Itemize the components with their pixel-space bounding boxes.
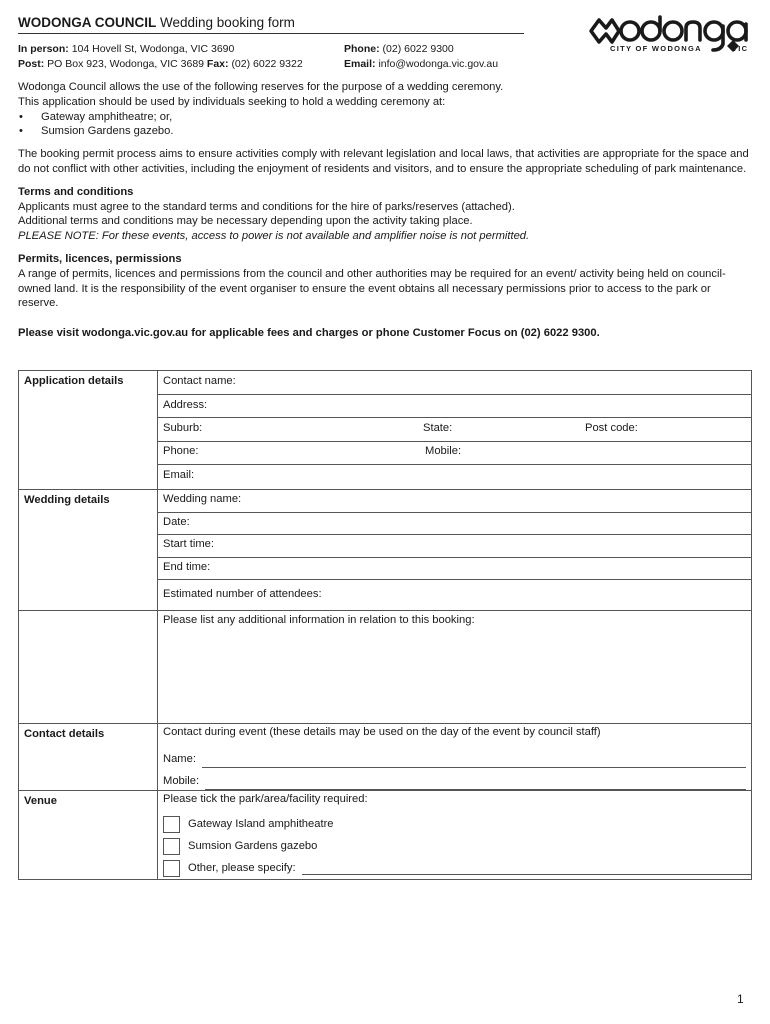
venue-label: Venue: [19, 791, 158, 880]
contact-intro: Contact during event (these details may be used on the day of the event by council staff): [163, 726, 601, 738]
list-item: • Gateway amphitheatre; or,: [18, 110, 754, 125]
list-item: • Sumsion Gardens gazebo.: [18, 124, 754, 139]
phone-label: Phone:: [344, 43, 380, 55]
venue-prompt: Please tick the park/area/facility required:: [163, 793, 368, 805]
address-field[interactable]: Address:: [163, 398, 208, 411]
other-specify-line[interactable]: [302, 862, 751, 875]
wedding-details-label: Wedding details: [19, 489, 158, 611]
intro-line-2: This application should be used by individuals seeking to hold a wedding ceremony at:: [18, 95, 446, 108]
permits-text: A range of permits, licences and permissions from the council and other authorities may be required for an event/ activity being held on council-owned land. It is the responsibility of the event organiser to ensure the event obtains all necessary permissions prior to access to the park or reserve.: [18, 267, 726, 310]
contact-mobile-label: Mobile:: [163, 775, 200, 787]
council-fax: (02) 6022 9322: [231, 58, 303, 70]
intro-line-1: Wodonga Council allows the use of the following reserves for the purpose of a wedding ceremony.: [18, 81, 504, 93]
contact-name-field[interactable]: Contact name:: [163, 375, 236, 387]
gateway-option-label: Gateway Island amphitheatre: [188, 818, 334, 830]
contact-mobile-line[interactable]: [158, 768, 751, 790]
org-name: WODONGA COUNCIL: [18, 15, 157, 30]
email-label: Email:: [344, 58, 376, 70]
phone-field[interactable]: Phone:: [163, 444, 199, 457]
in-person-label: In person:: [18, 43, 69, 55]
council-email: info@wodonga.vic.gov.au: [378, 58, 499, 70]
fax-label: Fax:: [206, 58, 229, 70]
permits-heading: Permits, licences, permissions: [18, 252, 182, 265]
wedding-name-field[interactable]: Wedding name:: [163, 492, 242, 505]
terms-heading: Terms and conditions: [18, 185, 134, 198]
gateway-checkbox[interactable]: [163, 816, 180, 833]
terms-line-2: Additional terms and conditions may be necessary depending upon the activity taking place.: [18, 215, 473, 228]
contact-name-line[interactable]: [158, 746, 751, 768]
intro-section: [18, 80, 754, 341]
wodonga-logo: [588, 14, 752, 54]
post-label: Post:: [18, 58, 45, 70]
sumsion-checkbox[interactable]: [163, 838, 180, 855]
contact-details-label: Contact details: [19, 724, 158, 791]
in-person-address: 104 Hovell St, Wodonga, VIC 3690: [71, 43, 235, 55]
suburb-field[interactable]: Suburb:: [163, 422, 203, 434]
mobile-field[interactable]: Mobile:: [425, 444, 462, 457]
end-time-field[interactable]: End time:: [163, 560, 211, 573]
page-title: [18, 14, 524, 32]
terms-line-1: Applicants must agree to the standard terms and conditions for the hire of parks/reserves (attached).: [18, 200, 515, 213]
state-field[interactable]: State:: [423, 422, 453, 434]
additional-info-field[interactable]: Please list any additional information in relation to this booking:: [163, 614, 475, 626]
application-details-label: Application details: [19, 371, 158, 490]
contact-name-label: Name:: [163, 753, 196, 765]
post-code-field[interactable]: Post code:: [585, 422, 638, 434]
reserve-list: [18, 110, 754, 140]
other-option-label: Other, please specify:: [188, 862, 296, 874]
form-title: Wedding booking form: [160, 15, 295, 30]
title-block: [18, 14, 524, 34]
attendees-field[interactable]: Estimated number of attendees:: [163, 588, 322, 600]
logo-subtitle: CITY OF WODONGA: [610, 44, 702, 53]
page-number: 1: [737, 992, 744, 1006]
email-field[interactable]: Email:: [163, 469, 195, 481]
purpose-paragraph: The booking permit process aims to ensure activities comply with relevant legislation and local laws, that activities are appropriate for the space and do not conflict with other activities, including the enjoyment of residents and visitors, and to ensure the appropriate scheduling of park maintenance.: [18, 148, 749, 175]
additional-info-label-cell: [19, 611, 158, 724]
sumsion-option-label: Sumsion Gardens gazebo: [188, 840, 318, 852]
booking-form-table: [18, 370, 752, 880]
council-phone: (02) 6022 9300: [382, 43, 454, 55]
fees-note: Please visit wodonga.vic.gov.au for applicable fees and charges or phone Customer Focus on (02) 6022 9300.: [18, 327, 600, 340]
start-time-field[interactable]: Start time:: [163, 538, 214, 550]
postal-address: PO Box 923, Wodonga, VIC 3689: [47, 58, 204, 70]
power-note: PLEASE NOTE: For these events, access to power is not available and amplifier noise is not permitted.: [18, 230, 530, 243]
date-field[interactable]: Date:: [163, 515, 190, 528]
title-divider: [18, 33, 524, 34]
logo-state: VIC: [732, 44, 749, 53]
other-checkbox[interactable]: [163, 860, 180, 877]
